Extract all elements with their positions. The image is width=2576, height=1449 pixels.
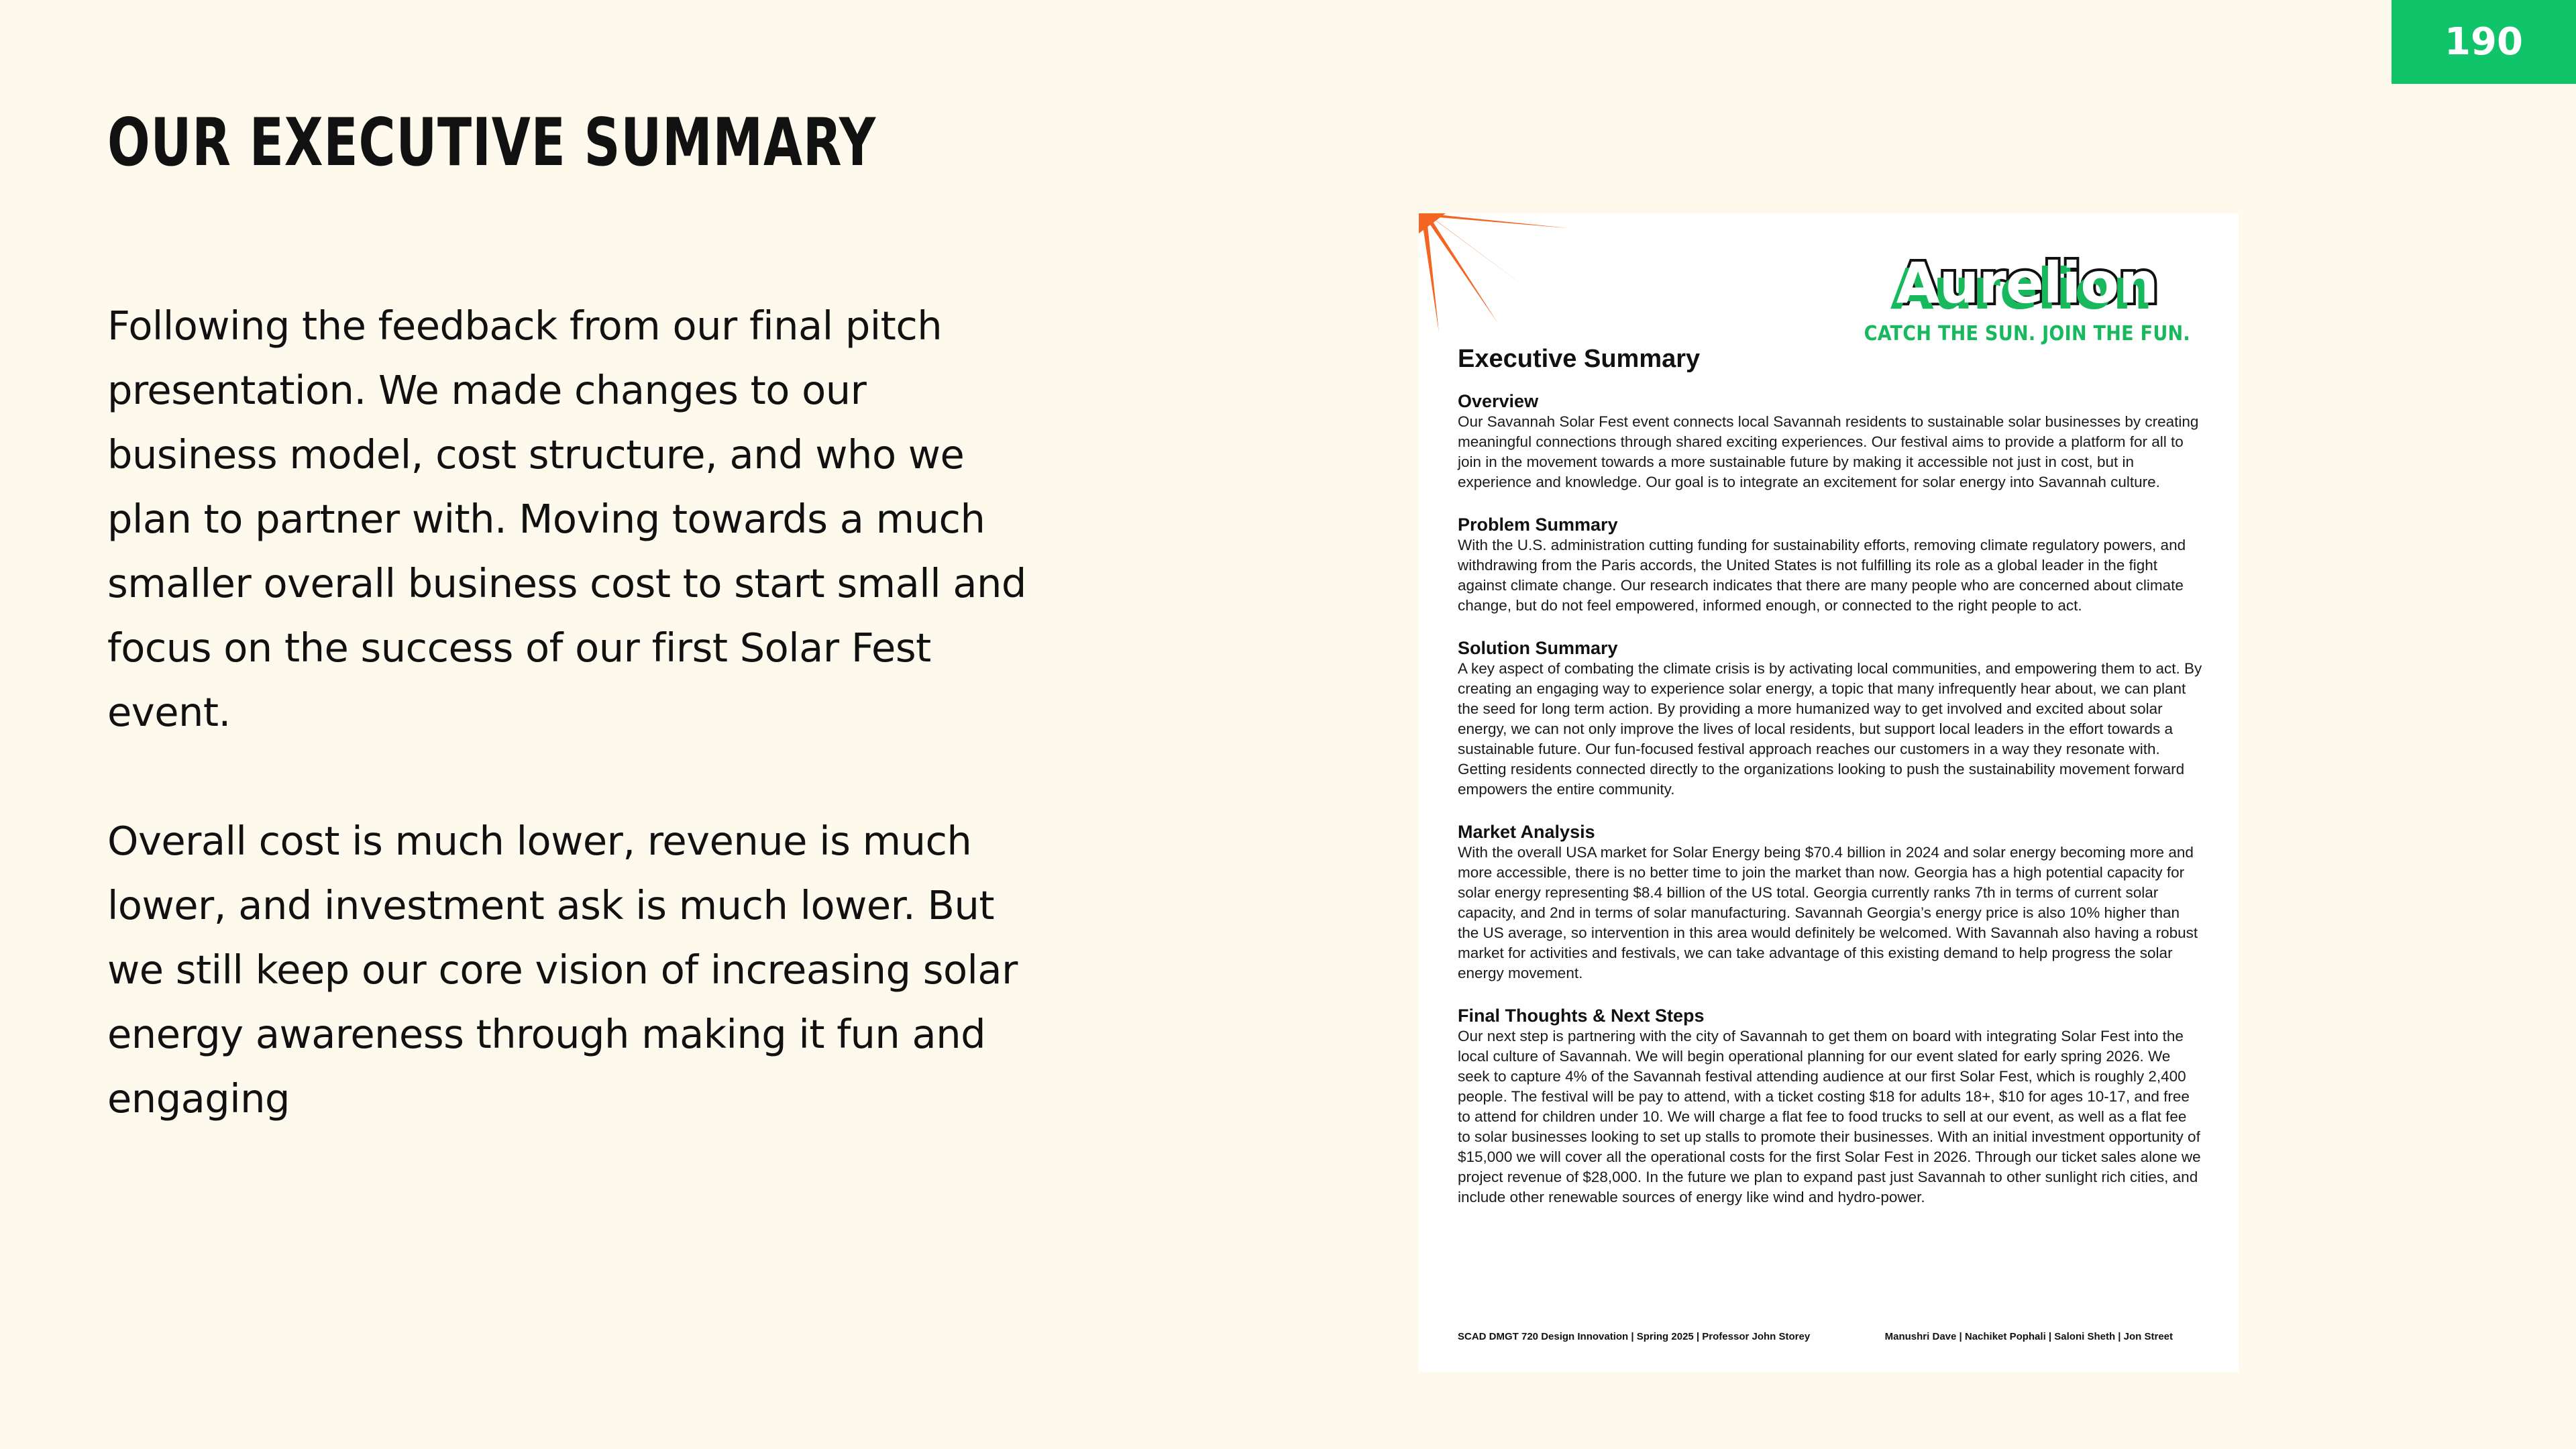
section-heading: Overview <box>1458 391 1539 411</box>
document-body <box>1458 390 2202 1229</box>
page-number: 190 <box>2445 20 2523 64</box>
section-text: With the U.S. administration cutting funding for sustainability efforts, removing climate regulatory powers, and withdrawing from the Paris accords, the United States is not fulfilling its role as a global leader in the fight against climate change. Our research indicates that there are many people who are concerned about climate change, but do not feel empowered, informed enough, or connected to the right people to act. <box>1458 537 2186 614</box>
section-overview <box>1458 390 2202 492</box>
body-paragraph-1: Following the feedback from our final pitch presentation. We made changes to our business model, cost structure, and who we plan to partner with. Moving towards a much smaller overall business cost to start small and focus on the success of our first Solar Fest event. <box>107 303 1026 735</box>
document-footer-authors: Manushri Dave | Nachiket Pophali | Saloni Sheth | Jon Street <box>1884 1331 2173 1342</box>
sun-burst-icon <box>1419 213 1566 334</box>
body-paragraph-2: Overall cost is much lower, revenue is much lower, and investment ask is much lower. But we still keep our core vision of increasing solar energy awareness through making it fun and engaging <box>107 818 1018 1122</box>
page-number-badge <box>2392 0 2576 84</box>
section-final-thoughts <box>1458 1005 2202 1208</box>
slide-title: OUR EXECUTIVE SUMMARY <box>107 105 876 181</box>
executive-summary-document <box>1419 213 2239 1372</box>
logo-tagline: CATCH THE SUN. JOIN THE FUN. <box>1864 322 2190 345</box>
section-heading: Final Thoughts & Next Steps <box>1458 1006 1705 1026</box>
aurelion-logo <box>1864 250 2190 345</box>
logo-wordmark: Aurelion <box>1896 250 2158 316</box>
section-heading: Problem Summary <box>1458 515 1618 535</box>
section-text: Our next step is partnering with the city of Savannah to get them on board with integrating Solar Fest into the local culture of Savannah. We will begin operational planning for our event slated for early spring 2026. We seek to capture 4% of the Savannah festival attending audience at our first Solar Fest, which is roughly 2,400 people. The festival will be pay to attend, with a ticket costing $18 for adults 18+, $10 for ages 10-17, and free to attend for children under 10. We will charge a flat fee to food trucks to sell at our event, as well as a flat fee to solar businesses looking to set up stalls to promote their businesses. With an initial investment opportunity of $15,000 we will cover all the operational costs for the first Solar Fest in 2026. Through our ticket sales alone we project revenue of $28,000. In the future we plan to expand past just Savannah to other sunlight rich cities, and include other renewable sources of energy like wind and hydro-power. <box>1458 1028 2201 1205</box>
document-title: Executive Summary <box>1458 345 1701 373</box>
section-heading: Solution Summary <box>1458 638 1618 658</box>
section-text: A key aspect of combating the climate crisis is by activating local communities, and empowering them to act. By creating an engaging way to experience solar energy, a topic that many infrequently hear about, we can plant the seed for long term action. By providing a more humanized way to get involved and excited about solar energy, we can not only improve the lives of local residents, but support local leaders in the effort towards a sustainable future. Our fun-focused festival approach reaches our customers in a way they resonate with. Getting residents connected directly to the organizations looking to push the sustainability movement forward empowers the entire community. <box>1458 660 2202 798</box>
body-copy <box>107 294 1046 1195</box>
document-footer-course: SCAD DMGT 720 Design Innovation | Spring 2025 | Professor John Storey <box>1458 1331 1811 1342</box>
section-text: Our Savannah Solar Fest event connects local Savannah residents to sustainable solar businesses by creating meaningful connections through shared exciting experiences. Our festival aims to provide a platform for all to join in the movement towards a more sustainable future by making it accessible not just in cost, but in experience and knowledge. Our goal is to integrate an excitement for solar energy into Savannah culture. <box>1458 413 2199 490</box>
section-market-analysis <box>1458 821 2202 983</box>
section-text: With the overall USA market for Solar Energy being $70.4 billion in 2024 and solar energy becoming more and more accessible, there is no better time to join the market than now. Georgia has a high potential capacity for solar energy representing $8.4 billion of the US total. Georgia currently ranks 7th in terms of current solar capacity, and 2nd in terms of solar manufacturing. Savannah Georgia’s energy price is also 10% higher than the US average, so intervention in this area would definitely be welcomed. With Savannah also having a robust market for activities and festivals, we can take advantage of this existing demand to help progress the solar energy movement. <box>1458 844 2198 981</box>
section-problem-summary <box>1458 514 2202 616</box>
section-heading: Market Analysis <box>1458 822 1595 842</box>
section-solution-summary <box>1458 637 2202 800</box>
